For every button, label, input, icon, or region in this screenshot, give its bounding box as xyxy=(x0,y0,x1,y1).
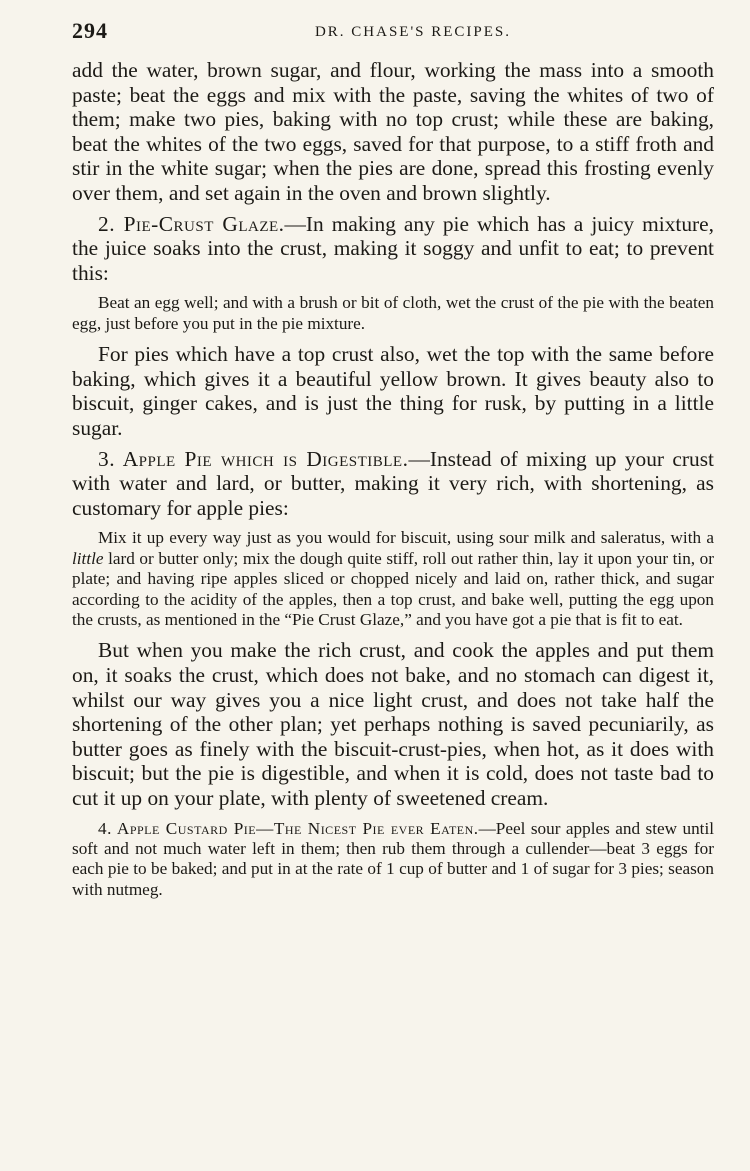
recipe-heading: 4. Apple Custard Pie—The Nicest Pie ever Eaten. xyxy=(98,818,479,838)
paragraph-text: —Peel sour apples and stew until soft and not much water left in them; then rub them through a cullender—beat 3 eggs for each pie to be baked; and put in at the rate of 1 cup of butter and 1 of sugar for 3 pies; season with nutmeg. xyxy=(72,818,714,899)
note-paragraph xyxy=(72,342,714,440)
paragraph-text: add the water, brown sugar, and flour, working the mass into a smooth paste; beat the eggs and mix with the paste, saving the whites of two of them; make two pies, baking with no top crust; while these are baking, beat the whites of the two eggs, saved for that purpose, to a stiff froth and stir in the white sugar; when the pies are done, spread this frosting evenly over them, and set again in the oven and brown slightly. xyxy=(72,58,714,205)
paragraph-text: But when you make the rich crust, and cook the apples and put them on, it soaks the crust, which does not bake, and no stomach can digest it, whilst our way gives you a nice light crust, and does not take half the shortening of the other plan; yet perhaps nothing is saved pecuniarily, as butter goes as finely with the biscuit-crust-pies, when hot, as it does with biscuit; but the pie is digestible, and when it is cold, does not taste bad to cut it up on your plate, with plenty of sweetened cream. xyxy=(72,638,714,810)
instruction-paragraph xyxy=(72,528,714,630)
recipe-apple-pie-digestible xyxy=(72,447,714,521)
paragraph-text: —Instead of mixing up your crust with water and lard, or butter, making it very rich, with shortening, as customary for apple pies: xyxy=(72,446,714,520)
page-body xyxy=(72,58,714,900)
instruction-paragraph xyxy=(72,293,714,334)
paragraph-continuation xyxy=(72,58,714,206)
recipe-heading: 2. Pie-Crust Glaze. xyxy=(98,211,285,236)
paragraph-text: —In making any pie which has a juicy mixture, the juice soaks into the crust, making it soggy and unfit to eat; to prevent this: xyxy=(72,211,714,285)
recipe-apple-custard-pie xyxy=(72,819,714,901)
recipe-heading: 3. Apple Pie which is Digestible. xyxy=(98,446,409,471)
paragraph-text: For pies which have a top crust also, wet the top with the same before baking, which gives it a beautiful yellow brown. It gives beauty also to biscuit, ginger cakes, and is just the thing for rusk, by putting in a little sugar. xyxy=(72,342,714,440)
recipe-pie-crust-glaze xyxy=(72,212,714,286)
paragraph-text: Beat an egg well; and with a brush or bit of cloth, wet the crust of the pie with the beaten egg, just before you put in the pie mixture. xyxy=(72,293,714,333)
emphasis-text: little xyxy=(72,548,104,568)
note-paragraph xyxy=(72,638,714,810)
paragraph-text: Mix it up every way just as you would for biscuit, using sour milk and saleratus, with a xyxy=(98,528,714,548)
page-number: 294 xyxy=(72,18,108,43)
page-header xyxy=(72,18,714,58)
paragraph-text: lard or butter only; mix the dough quite stiff, roll out rather thin, lay it upon your tin, or plate; and having ripe apples sliced or chopped nicely and laid on, rather thick, and sugar according to the acidity of the apples, then a top crust, and bake well, putting the egg upon the crusts, as mentioned in the “Pie Crust Glaze,” and you have got a pie that is fit to eat. xyxy=(72,548,714,629)
running-title: DR. CHASE'S RECIPES. xyxy=(314,24,512,40)
